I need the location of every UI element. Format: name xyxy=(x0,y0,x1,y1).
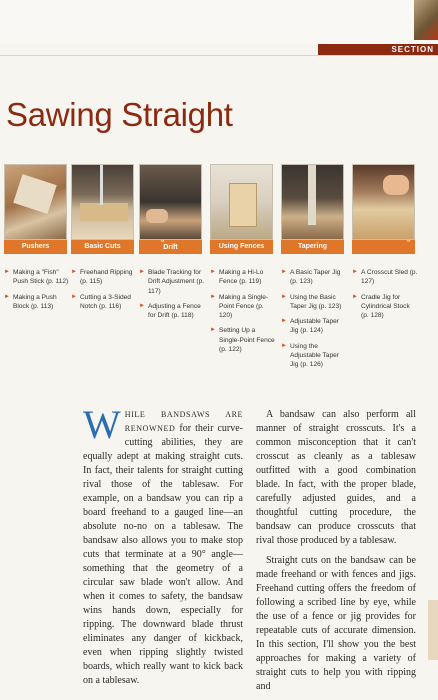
arrow-icon: ► xyxy=(210,293,216,300)
arrow-icon: ► xyxy=(281,293,287,300)
list-item[interactable]: ► Making a Push Block (p. 113) xyxy=(4,293,57,310)
photo-column-using-fences xyxy=(210,164,273,254)
arrow-icon: ► xyxy=(281,269,287,275)
photo-column-blade-drift xyxy=(139,164,202,254)
paragraph-straight-cuts: Straight cuts on the bandsaw can be made freehand or with fences and jigs. Freehand cutting offers the freedom of following a scribed line by eye, while the use of a fence or jig provides for repeatable cuts of accurate dimension. In this section, I'll show you the best approaches for making a variety of straight cuts to help you with ripping and xyxy=(256,555,416,692)
caption-blade-drift: Drift xyxy=(139,232,202,254)
basic-cuts-photo xyxy=(71,164,134,240)
photo-column-tapering xyxy=(281,164,344,254)
list-blade-drift xyxy=(139,268,205,326)
list-tapering xyxy=(281,268,347,376)
photo-strip xyxy=(4,164,416,262)
essential-jigs-photo xyxy=(352,164,415,240)
body-column-1 xyxy=(83,402,243,694)
list-item[interactable]: ► Making a "Fish" Push Stick (p. 112) xyxy=(4,269,69,286)
arrow-icon: ► xyxy=(139,302,145,309)
list-item[interactable]: ► Using the Adjustable Taper Jig (p. 126) xyxy=(281,342,339,369)
list-pushers xyxy=(4,268,70,317)
list-item[interactable]: ► Using the Basic Taper Jig (p. 123) xyxy=(281,293,342,310)
list-item[interactable]: ► Setting Up a Single-Point Fence (p. 122) xyxy=(210,327,275,354)
list-item[interactable]: ► Freehand Ripping (p. 115) xyxy=(71,269,133,286)
intro-text: for their curve-cutting abilities, they are equally adept at making straight cuts. In fact, their talents for straight cutting rival those of the tablesaw. For example, on a bandsaw you can rip a board freehand to a gauged line—an absolute no-no on a tablesaw. The bandsaw also allows you to make stop cuts that terminate at a 90° angle—something that the geometry of a circular saw blade won't allow. And when it comes to safety, the bandsaw wins hands down, especially for ripping. The downward blade thrust eliminates any danger of kickback, even when ripping slightly twisted boards, which really want to kick back on a tablesaw. xyxy=(83,423,243,686)
caption-basic-cuts: Basic Cuts xyxy=(71,240,134,254)
arrow-icon: ► xyxy=(71,269,77,275)
arrow-icon: ► xyxy=(352,293,358,300)
list-item[interactable]: ► Adjustable Taper Jig (p. 124) xyxy=(281,318,339,335)
arrow-icon: ► xyxy=(352,269,358,275)
list-item[interactable]: ► Adjusting a Fence for Drift (p. 118) xyxy=(139,302,201,320)
arrow-icon: ► xyxy=(4,293,10,300)
arrow-icon: ► xyxy=(4,269,10,275)
arrow-icon: ► xyxy=(139,269,145,275)
top-margin xyxy=(0,0,438,44)
header-rule xyxy=(0,55,438,56)
photo-column-essential-jigs xyxy=(352,164,415,254)
photo-column-basic-cuts xyxy=(71,164,134,254)
list-basic-cuts xyxy=(71,268,137,317)
photo-column-pushers xyxy=(4,164,67,254)
list-item[interactable]: ► Making a Single-Point Fence (p. 120) xyxy=(210,293,269,320)
arrow-icon: ► xyxy=(281,342,287,349)
blade-drift-photo xyxy=(139,164,202,240)
list-item[interactable]: ► Making a Hi-Lo Fence (p. 119) xyxy=(210,269,264,286)
tapering-photo xyxy=(281,164,344,240)
using-fences-photo xyxy=(210,164,273,240)
arrow-icon: ► xyxy=(210,327,216,334)
caption-pushers: Pushers xyxy=(4,240,67,254)
arrow-icon: ► xyxy=(71,293,77,300)
list-item[interactable]: ► A Crosscut Sled (p. 127) xyxy=(352,269,418,286)
pushers-photo xyxy=(4,164,67,240)
list-item[interactable]: ► Cradle Jig for Cylindrical Stock (p. 128) xyxy=(352,293,410,320)
body-column-2 xyxy=(256,408,416,700)
arrow-icon: ► xyxy=(210,269,216,275)
list-essential-jigs xyxy=(352,268,418,326)
paragraph-crosscuts: A bandsaw can also perform all manner of straight crosscuts. It's a common misconception that it can't crosscut as cleanly as a tablesaw outfitted with a good combination blade. In fact, with the proper blade, carefully adjusted guides, and a thoughtful cutting procedure, the bandsaw can produce crosscuts that rival those produced by a tablesaw. xyxy=(256,409,416,546)
list-item[interactable]: ► Blade Tracking for Drift Adjustment (p. 117) xyxy=(139,269,205,295)
list-item[interactable]: ► Cutting a 3-Sided Notch (p. 116) xyxy=(71,293,131,310)
page-edge xyxy=(428,600,438,660)
dropcap: W xyxy=(83,402,121,447)
section-label: SECTION xyxy=(318,44,438,56)
arrow-icon: ► xyxy=(281,318,287,325)
caption-tapering: Tapering xyxy=(281,240,344,254)
page-title: Sawing Straight xyxy=(6,96,233,133)
intro-paragraph xyxy=(83,402,243,688)
caption-using-fences: Using Fences xyxy=(210,240,273,254)
list-using-fences xyxy=(210,268,276,360)
corner-photo-thumbnail xyxy=(414,0,438,40)
lead-smallcaps: HILE BANDSAWS ARE RENOWNED xyxy=(124,410,243,433)
list-item[interactable]: ► A Basic Taper Jig (p. 123) xyxy=(281,269,341,286)
